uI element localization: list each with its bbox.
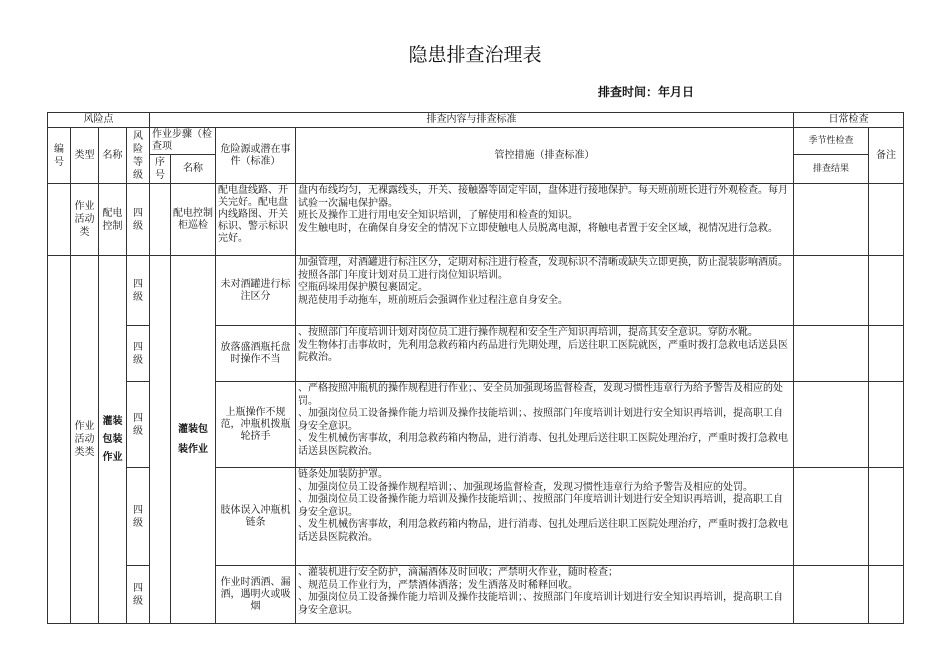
group-name-line: 作业	[102, 451, 123, 463]
row-hazard: 未对酒罐进行标注区分	[216, 256, 296, 326]
row-level: 四级	[127, 184, 150, 256]
measure-line: 空瓶码垛用保护膜包裹固定。	[298, 282, 428, 293]
group-name-line: 包装	[102, 433, 123, 445]
header-step-name: 名称	[171, 155, 216, 184]
header-seq: 序号	[150, 155, 171, 184]
row-level: 四级	[127, 468, 150, 566]
group-step-name	[171, 256, 216, 624]
header-type: 类型	[71, 128, 99, 184]
measure-line: 、严格按照冲瓶机的操作规程进行作业；、安全员加强现场监督检查，发现习惯性违章行为给予警告及相应的处罚。	[298, 383, 783, 407]
measure-line: 、发生机械伤害事故，利用急救药箱内物品，进行消毒、包扎处理后送往职工医院处理治疗，严重时拨打急救电话送县医院救治。	[298, 433, 788, 457]
row-measures	[296, 256, 794, 326]
row-measures	[296, 382, 794, 468]
measure-line: 按照各部门年度计划对员工进行岗位知识培训。	[298, 269, 508, 281]
group-step-line: 装作业	[178, 443, 208, 455]
table-row	[48, 256, 904, 326]
row-hazard: 放落盛酒瓶托盘时操作不当	[216, 326, 296, 382]
row-level: 四级	[127, 326, 150, 382]
hazard-table	[47, 112, 904, 624]
header-content: 排查内容与排查标准	[150, 113, 794, 128]
measure-line: 班长及操作工进行用电安全知识培训，了解使用和检查的知识。	[298, 210, 578, 221]
group-name	[99, 256, 127, 624]
inspection-date: 排查时间：年月日	[598, 85, 695, 99]
header-no: 编号	[48, 128, 71, 184]
row-level: 四级	[127, 382, 150, 468]
measure-line: 链条处加装防护罩。	[298, 469, 388, 480]
group-step-line: 灌装包	[178, 423, 208, 435]
header-daily: 日常检查	[794, 113, 904, 128]
row-step-name: 配电控制柜巡检	[171, 184, 216, 256]
measure-line: 、灌装机进行安全防护，滴漏酒体及时回收；严禁明火作业，随时检查；	[298, 567, 618, 578]
measure-line: 、加强岗位员工设备操作能力培训及操作技能培训；、按照部门年度培训计划进行安全知识再培训，提高职工自身安全意识。	[298, 408, 783, 432]
header-result: 排查结果	[794, 155, 869, 184]
row-type: 作业活动类	[71, 184, 99, 256]
table-row	[48, 184, 904, 256]
row-measures	[296, 326, 794, 382]
header-seasonal: 季节性检查	[794, 128, 869, 155]
group-name-line: 灌装	[102, 415, 123, 427]
row-level: 四级	[127, 566, 150, 624]
row-measures	[296, 566, 794, 624]
row-name: 配电控制	[99, 184, 127, 256]
header-risk-point: 风险点	[48, 113, 150, 128]
measure-line: 、加强岗位员工设备操作能力培训及操作技能培训；、按照部门年度培训计划进行安全知识再培训，提高职工自身安全意识。	[298, 494, 783, 518]
header-remark: 备注	[869, 128, 904, 184]
measure-line: 发生触电时，在确保自身安全的情况下立即使触电人员脱离电源，将触电者置于安全区域，视情况进行急救。	[298, 222, 778, 234]
row-measures	[296, 468, 794, 566]
header-steps: 作业步骤（检查项	[150, 128, 216, 155]
measure-line: 发生物体打击事故时，先利用急救药箱内药品进行先期处理，后送往职工医院就医，严重时拨打急救电话送县医院救治。	[298, 339, 788, 363]
header-risk-level: 风险等级	[127, 128, 150, 184]
page-title: 隐患排查治理表	[408, 44, 542, 66]
measure-line: 、按照部门年度培训计划对岗位员工进行操作规程和安全生产知识再培训，提高其安全意识。穿防水靴。	[298, 327, 758, 338]
measure-line: 、发生机械伤害事故，利用急救药箱内物品，进行消毒、包扎处理后送往职工医院处理治疗，严重时拨打急救电话送县医院救治。	[298, 519, 788, 543]
row-measures	[296, 184, 794, 256]
header-hazard: 危险源或潜在事件（标准）	[216, 128, 296, 184]
group-type: 作业活动类类	[71, 256, 99, 624]
measure-line: 规范使用手动拖车，班前班后会强调作业过程注意自身安全。	[298, 294, 568, 306]
row-hazard: 作业时洒酒、漏酒，遇明火或吸烟	[216, 566, 296, 624]
row-hazard: 上瓶操作不规范，冲瓶机拨瓶轮挤手	[216, 382, 296, 468]
header-name: 名称	[99, 128, 127, 184]
measure-line: 加强管理，对酒罐进行标注区分，定期对标注进行检查，发现标识不清晰或缺失立即更换，防止混装影响酒质。	[298, 257, 788, 268]
row-hazard: 配电盘线路、开关完好。配电盘内线路图、开关标识、警示标识完好。	[216, 184, 296, 256]
measure-line: 、规范员工作业行为，严禁酒体洒落；发生洒落及时稀释回收。	[298, 579, 578, 591]
measure-line: 盘内布线均匀，无裸露线头，开关、接触器等固定牢固，盘体进行接地保护。每天班前班长进行外观检查。每月试验一次漏电保护器。	[298, 185, 788, 209]
header-measures: 管控措施（排查标准）	[296, 128, 794, 184]
row-level: 四级	[127, 256, 150, 326]
measure-line: 、加强岗位员工设备操作能力培训及操作技能培训；、按照部门年度培训计划进行安全知识再培训，提高职工自身安全意识。	[298, 592, 783, 616]
measure-line: 、加强岗位员工设备操作规程培训；、加强现场监督检查，发现习惯性违章行为给予警告及相应的处罚。	[298, 481, 753, 493]
row-hazard: 肢体误入冲瓶机链条	[216, 468, 296, 566]
